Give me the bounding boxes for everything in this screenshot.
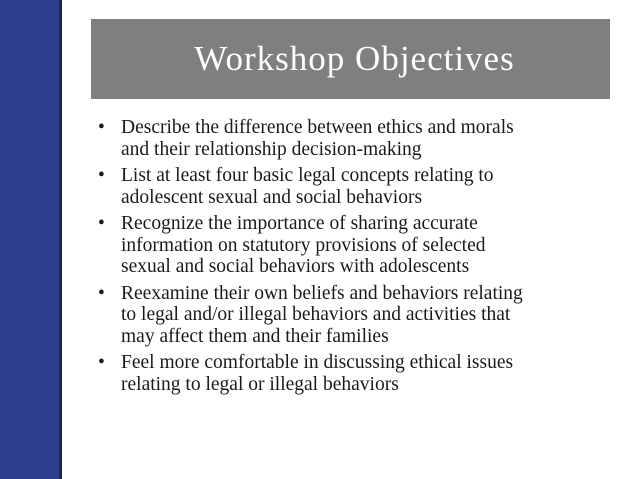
list-item (90, 165, 618, 208)
list-item-line: Reexamine their own beliefs and behaviors relating (121, 282, 523, 304)
list-item (90, 283, 618, 348)
bullet-icon: • (98, 165, 105, 186)
list-item-line: information on statutory provisions of selected (121, 234, 486, 256)
bullet-icon: • (98, 117, 105, 138)
slide-title: Workshop Objectives (194, 38, 515, 78)
list-item-line: List at least four basic legal concepts relating to (121, 165, 494, 186)
objectives-list (90, 117, 618, 400)
list-item-line: to legal and/or illegal behaviors and activities that (121, 304, 511, 325)
list-item-line: and their relationship decision-making (121, 138, 422, 160)
list-item-line: Feel more comfortable in discussing ethical issues (121, 352, 514, 373)
list-item-line: Recognize the importance of sharing accurate (121, 213, 478, 234)
bullet-icon: • (98, 352, 105, 373)
list-item-line: relating to legal or illegal behaviors (121, 373, 399, 395)
list-item-line: may affect them and their families (121, 325, 389, 347)
list-item-line: sexual and social behaviors with adolescents (121, 256, 470, 277)
list-item-line: Describe the difference between ethics and morals (121, 117, 514, 138)
left-accent-bar (0, 0, 62, 479)
title-banner (91, 19, 610, 99)
list-item (90, 352, 618, 395)
list-item (90, 213, 618, 278)
bullet-icon: • (98, 282, 105, 304)
bullet-icon: • (98, 213, 105, 234)
list-item (90, 117, 618, 160)
list-item-line: adolescent sexual and social behaviors (121, 186, 423, 208)
